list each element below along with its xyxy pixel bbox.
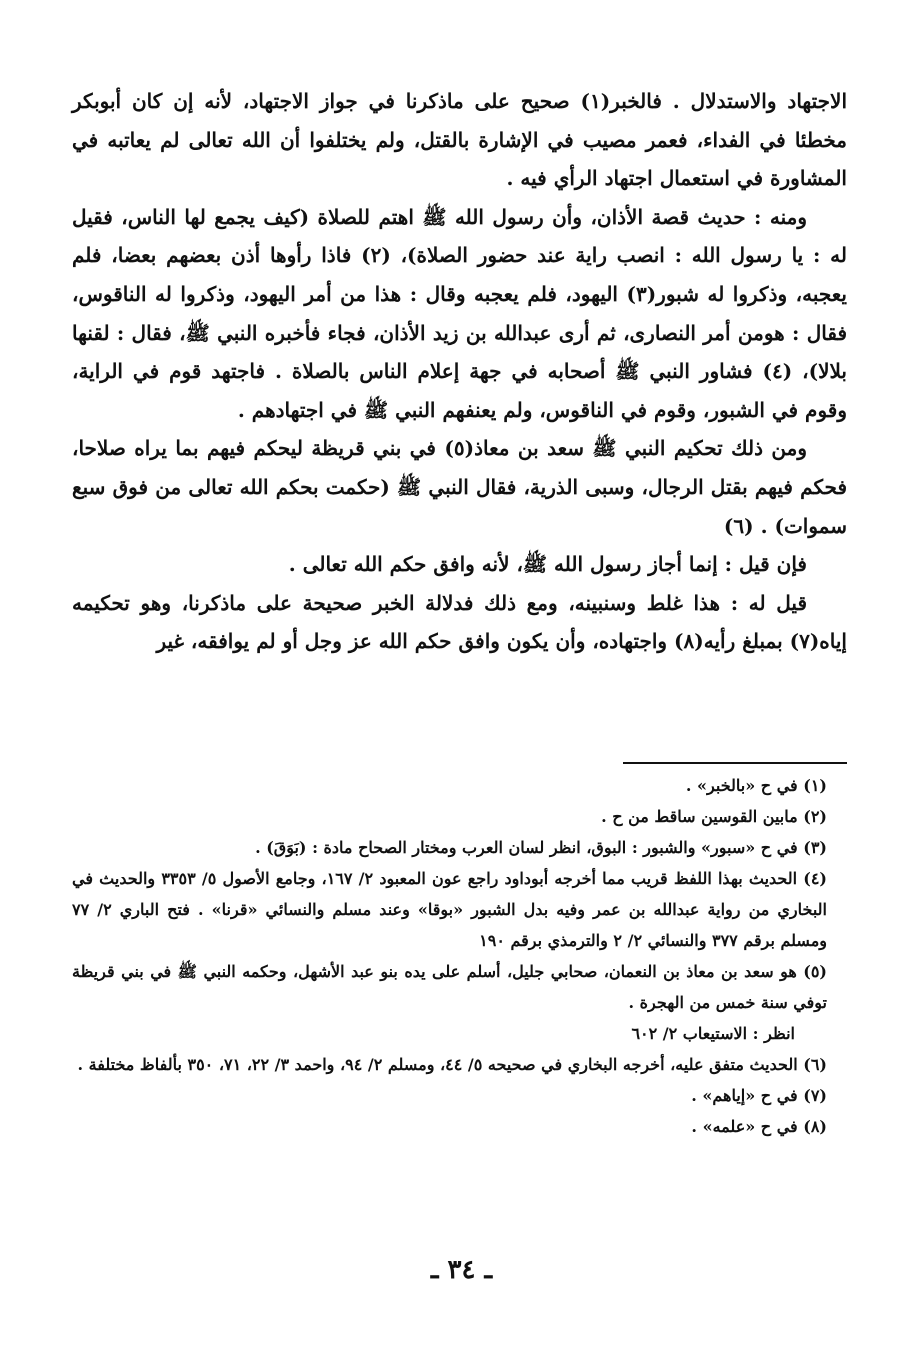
footnote: (٦) الحديث متفق عليه، أخرجه البخاري في صحيحه ٥/ ٤٤، ومسلم ٢/ ٩٤، واحمد ٣/ ٢٢، ٧١، ٣٥٠ بألفاظ مختلفة .: [77, 1055, 827, 1074]
footnote: انظر : الاستيعاب ٢/ ٦٠٢: [631, 1024, 795, 1043]
footnote: (٢) مابين القوسين ساقط من ح .: [601, 807, 827, 826]
main-text: [72, 82, 847, 661]
footnote-separator: [623, 762, 847, 764]
footnote: (٨) في ح «علمه» .: [691, 1117, 827, 1136]
paragraph: فإن قيل : إنما أجاز رسول الله ﷺ، لأنه وافق حكم الله تعالى .: [288, 552, 807, 577]
main-paragraphs: [72, 82, 847, 661]
footnote: (٧) في ح «إياهم» .: [691, 1086, 827, 1105]
paragraph: ومن ذلك تحكيم النبي ﷺ سعد بن معاذ(٥) في بني قريظة ليحكم فيهم بما يراه صلاحا، فحكم فيهم بقتل الرجال، وسبى الذرية، فقال النبي ﷺ (حكمت بحكم الله تعالى من فوق سبع سموات) . (٦): [72, 436, 847, 538]
paragraph: ومنه : حديث قصة الأذان، وأن رسول الله ﷺ اهتم للصلاة (كيف يجمع لها الناس، فقيل له : يا رسول الله : انصب راية عند حضور الصلاة)، (٢) فاذا رأوها أذن بعضهم بعضا، فلم يعجبه، وذكروا له شبور(٣) اليهود، فلم يعجبه وقال : هذا من أمر اليهود، وذكروا له الناقوس، فقال : هومن أمر النصارى، ثم أرى عبدالله بن زيد الأذان، فجاء فأخبره النبي ﷺ، فقال : لقنها بلالا)، (٤) فشاور النبي ﷺ أصحابه في جهة إعلام الناس بالصلاة . فاجتهد قوم في الراية، وقوم في الشبور، وقوم في الناقوس، ولم يعنفهم النبي ﷺ في اجتهادهم .: [72, 204, 847, 422]
footnote: (٥) هو سعد بن معاذ بن النعمان، صحابي جليل، أسلم على يده بنو عبد الأشهل، وحكمه النبي ﷺ في بني قريظة توفي سنة خمس من الهجرة .: [72, 962, 827, 1012]
footnote: (٤) الحديث بهذا اللفظ قريب مما أخرجه أبوداود راجع عون المعبود ٢/ ١٦٧، وجامع الأصول ٥/ ٣٣٥٣ والحديث في البخاري من رواية عبدالله بن عمر وفيه بدل الشبور «بوقا» وعند مسلم والنسائي «قرنا» . فتح الباري ٢/ ٧٧ ومسلم برقم ٣٧٧ والنسائي ٢/ ٢ والترمذي برقم ١٩٠: [72, 869, 827, 950]
footnote: (١) في ح «بالخبر» .: [685, 776, 827, 795]
page-number: ـ ٣٤ ـ: [430, 1255, 493, 1285]
paragraph: قيل له : هذا غلط وسنبينه، ومع ذلك فدلالة الخبر صحيحة على ماذكرنا، وهو تحكيمه إياه(٧) بمبلغ رأيه(٨) واجتهاده، وأن يكون وافق حكم الله عز وجل أو لم يوافقه، غير: [72, 590, 847, 654]
footnote: (٣) في ح «سبور» والشبور : البوق، انظر لسان العرب ومختار الصحاح مادة : (بَوَقَ) .: [255, 838, 827, 857]
paragraph: الاجتهاد والاستدلال . فالخبر(١) صحيح على ماذكرنا في جواز الاجتهاد، لأنه إن كان أبوبكر مخطئا في الفداء، فعمر مصيب في الإشارة بالقتل، ولم يختلفوا أن الله تعالى لم يعاتبه في المشاورة في استعمال اجتهاد الرأي فيه .: [72, 89, 847, 191]
footnotes: [72, 770, 827, 1142]
